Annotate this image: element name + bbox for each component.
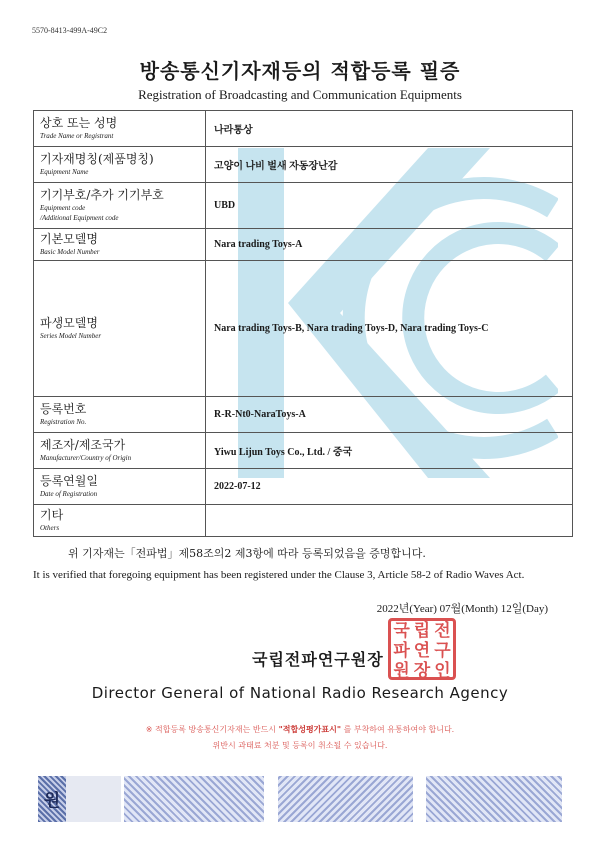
notice-emphasis: "적합성평가표시" bbox=[278, 725, 342, 734]
field-label-en: Equipment Name bbox=[40, 168, 89, 176]
field-label-ko: 기기부호/추가 기기부호 bbox=[40, 188, 164, 202]
field-label-en: Basic Model Number bbox=[40, 248, 100, 256]
security-pattern bbox=[124, 776, 264, 822]
field-label-en: Equipment code bbox=[40, 204, 86, 212]
table-row bbox=[34, 261, 573, 397]
field-label-ko: 기본모델명 bbox=[40, 232, 98, 246]
field-label-en: Date of Registration bbox=[40, 490, 98, 498]
table-row bbox=[34, 229, 573, 261]
field-value bbox=[206, 505, 573, 537]
security-pattern bbox=[278, 776, 413, 822]
field-label-ko: 기자재명칭(제품명칭) bbox=[40, 152, 154, 166]
field-label-en: Series Model Number bbox=[40, 332, 102, 340]
issuer-english: Director General of National Radio Research Agency bbox=[91, 684, 509, 702]
table-row bbox=[34, 469, 573, 505]
field-value: UBD bbox=[206, 183, 573, 229]
field-label-ko: 등록연월일 bbox=[40, 474, 98, 488]
field-value: Yiwu Lijun Toys Co., Ltd. / 중국 bbox=[206, 433, 573, 469]
field-label-ko: 등록번호 bbox=[40, 402, 87, 416]
field-label-ko: 기타 bbox=[40, 508, 64, 522]
table-row bbox=[34, 183, 573, 229]
document-id: 5570-8413-499A-49C2 bbox=[32, 26, 108, 35]
field-value: 나라통상 bbox=[206, 111, 573, 147]
notice-line-1: ※ 적합등록 방송통신기자재는 반드시 "적합성평가표시" 를 부착하여 유통하여야 합니다. bbox=[145, 725, 455, 734]
issue-date: 2022년(Year) 07월(Month) 12일(Day) bbox=[376, 603, 548, 615]
field-label-ko: 파생모델명 bbox=[40, 316, 98, 330]
field-value: Nara trading Toys-B, Nara trading Toys-D, Nara trading Toys-C bbox=[206, 261, 573, 397]
security-mark: 원 bbox=[43, 791, 61, 811]
field-value: 고양이 나비 벌새 자동장난감 bbox=[206, 147, 573, 183]
field-label-ko: 제조자/제조국가 bbox=[40, 438, 126, 452]
field-label-en: Trade Name or Registrant bbox=[40, 132, 114, 140]
table-row bbox=[34, 433, 573, 469]
table-row bbox=[34, 505, 573, 537]
verification-korean: 위 기자재는「전파법」제58조의2 제3항에 따라 등록되었음을 증명합니다. bbox=[68, 547, 426, 560]
verification-english: It is verified that foregoing equipment has been registered under the Clause 3, Article 58-2 of Radio Waves Act. bbox=[33, 569, 525, 581]
security-pattern bbox=[426, 776, 562, 822]
table-row bbox=[34, 397, 573, 433]
field-label-ko: 상호 또는 성명 bbox=[40, 116, 118, 130]
field-value: R-R-Nt0-NaraToys-A bbox=[206, 397, 573, 433]
notice-line-2: 위반시 과태료 처분 및 등록이 취소될 수 있습니다. bbox=[212, 741, 388, 750]
registration-table bbox=[33, 110, 573, 537]
field-label-en: Others bbox=[40, 524, 60, 532]
field-label-en: Manufacturer/Country of Origin bbox=[40, 454, 132, 462]
table-row bbox=[34, 111, 573, 147]
title-english: Registration of Broadcasting and Communication Equipments bbox=[138, 87, 462, 102]
field-value: 2022-07-12 bbox=[206, 469, 573, 505]
table-row bbox=[34, 147, 573, 183]
field-label-en: Registration No. bbox=[40, 418, 87, 426]
field-value: Nara trading Toys-A bbox=[206, 229, 573, 261]
issuer-korean: 국립전파연구원장 bbox=[252, 650, 384, 669]
security-blank bbox=[66, 776, 121, 822]
field-label-en-extra: /Additional Equipment code bbox=[40, 214, 119, 222]
title-korean: 방송통신기자재등의 적합등록 필증 bbox=[139, 59, 461, 83]
official-seal: 국 립 전 파 연 구 원 장 인 bbox=[388, 618, 456, 680]
